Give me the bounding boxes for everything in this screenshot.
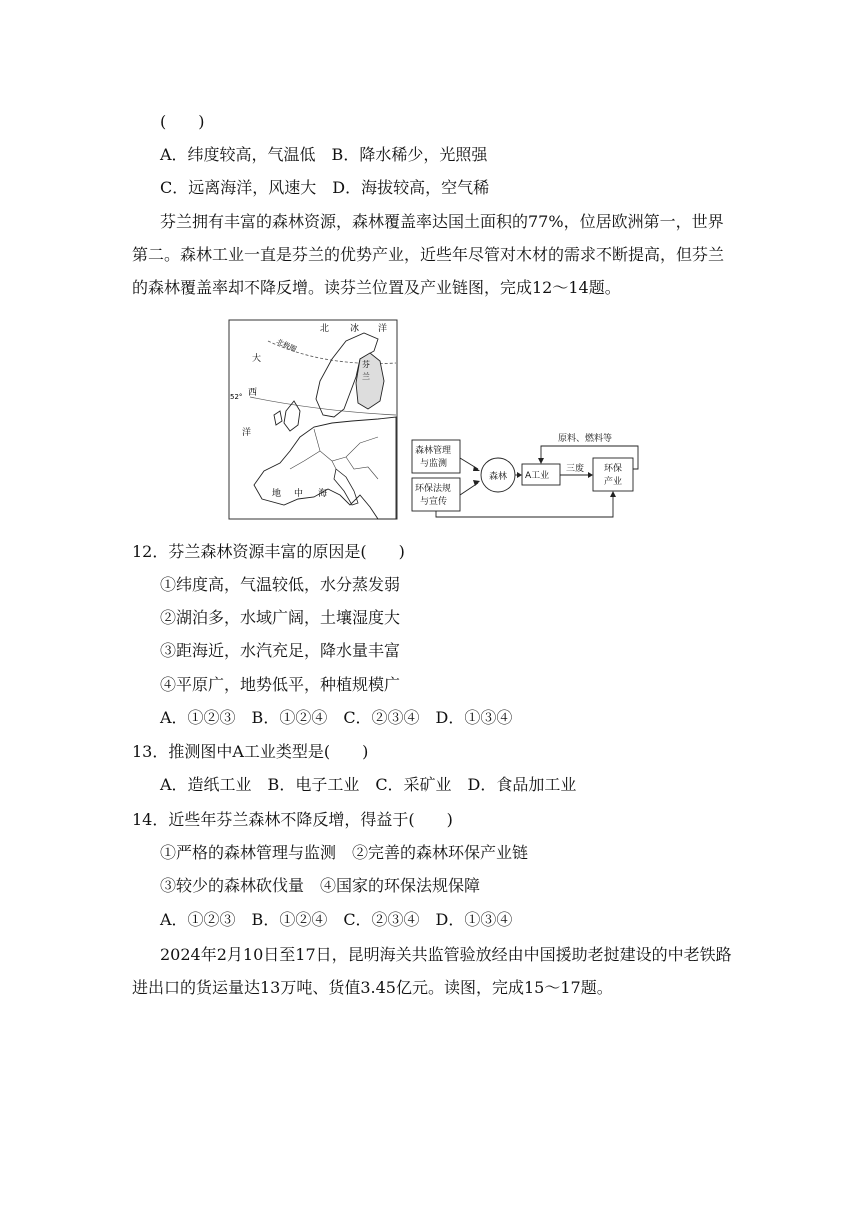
label-box1-line2: 与监测 (420, 459, 448, 469)
map-label-di: 地 (272, 489, 282, 499)
q14-stem: 14．近些年芬兰森林不降反增，得益于( ) (132, 810, 453, 829)
q12-options: A．①②③ B．①②④ C．②③④ D．①③④ (160, 708, 513, 727)
map-label-north: 北 (320, 324, 330, 334)
europe-map (229, 320, 397, 519)
label-industry-a: A工业 (525, 471, 550, 481)
question-paren: ( ) (160, 112, 205, 131)
label-eco-line2: 产业 (604, 477, 623, 487)
q12-item-3: ③距海近，水汽充足，降水量丰富 (160, 641, 401, 660)
map-label-zhong: 中 (294, 489, 304, 499)
label-feedback: 原料、燃料等 (558, 434, 613, 444)
map-label-arctic-circle: 北极圈 (275, 337, 298, 354)
q12-item-2: ②湖泊多，水域广阔，土壤湿度大 (160, 608, 401, 627)
kunming-intro-paragraph: 2024年2月10日至17日，昆明海关共监管验放经由中国援助老挝建设的中老铁路进出口的货运量达13万吨、货值3.45亿元。读图，完成15～17题。 (132, 945, 732, 997)
q14-items-row1: ①严格的森林管理与监测 ②完善的森林环保产业链 (160, 843, 529, 862)
map-label-lat52: 52° (230, 393, 243, 401)
q12-stem: 12．芬兰森林资源丰富的原因是( ) (132, 542, 405, 561)
q12-item-4: ④平原广，地势低平，种植规模广 (160, 675, 401, 694)
map-label-ice: 冰 (350, 324, 360, 334)
map-label-hai: 海 (318, 489, 328, 499)
q12-item-1: ①纬度高，气温较低，水分蒸发弱 (160, 575, 401, 594)
finland-figure (228, 319, 648, 521)
label-forest: 森林 (489, 472, 508, 482)
q13-options: A．造纸工业 B．电子工业 C．采矿业 D．食品加工业 (160, 775, 577, 794)
q13-stem: 13．推测图中A工业类型是( ) (132, 742, 369, 761)
q11-options-row2: C．远离海洋，风速大 D．海拔较高，空气稀 (160, 178, 490, 197)
label-box2-line2: 与宣传 (420, 497, 448, 507)
q11-options-row1: A．纬度较高，气温低 B．降水稀少，光照强 (160, 145, 488, 164)
q14-options: A．①②③ B．①②④ C．②③④ D．①③④ (160, 910, 513, 929)
finland-intro-paragraph: 芬兰拥有丰富的森林资源，森林覆盖率达国土面积的77%，位居欧洲第一，世界第二。森林工业一直是芬兰的优势产业，近些年尽管对木材的需求不断提高，但芬兰的森林覆盖率却不降反增。读芬兰位置及产业链图，完成12～14题。 (132, 212, 725, 297)
q14-items-row2: ③较少的森林砍伐量 ④国家的环保法规保障 (160, 876, 481, 895)
label-eco-line1: 环保 (604, 464, 623, 474)
map-label-ocean: 洋 (378, 324, 388, 334)
map-label-da: 大 (252, 354, 262, 364)
finland-shape (356, 353, 384, 409)
map-label-yang: 洋 (242, 428, 252, 438)
label-box1-line1: 森林管理 (415, 446, 452, 456)
label-box2-line1: 环保法规 (415, 484, 452, 494)
map-label-xi: 西 (248, 388, 258, 398)
label-three-wastes: 三废 (566, 464, 585, 474)
map-label-fen: 芬 (362, 360, 370, 369)
map-label-lan: 兰 (362, 372, 370, 381)
